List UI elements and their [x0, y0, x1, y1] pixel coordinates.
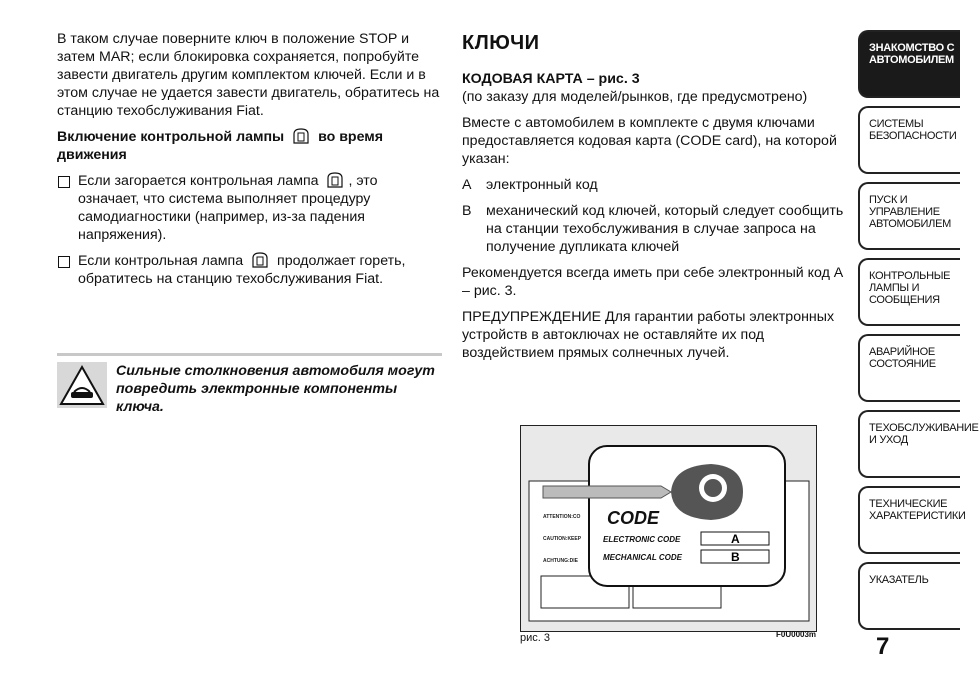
tab-index[interactable]: УКАЗАТЕЛЬ	[858, 562, 960, 630]
list-item	[462, 202, 847, 256]
bullet-item	[57, 252, 442, 288]
figure-code: F0U0003m	[776, 630, 817, 639]
electronic-code-label: ELECTRONIC CODE	[603, 535, 681, 544]
checkbox-bullet-icon	[58, 256, 70, 268]
section-subtitle: КОДОВАЯ КАРТА – рис. 3	[462, 71, 640, 87]
bullet-item	[57, 172, 442, 244]
key-lamp-icon	[249, 252, 271, 268]
warning-icon	[57, 362, 107, 408]
bullet-text-b: продолжает гореть, обратитесь на станцию техобслуживания Fiat.	[78, 253, 406, 287]
note-text: ATTENTION:CO	[543, 514, 581, 520]
list-item-key: A	[462, 177, 472, 193]
bullet-text-b: , это означает, что система выполняет процедуру самодиагностики (например, из-за падения напряжения).	[78, 173, 378, 243]
tab-introduction[interactable]: ЗНАКОМСТВО С АВТОМОБИЛЕМ	[858, 30, 960, 98]
key-lamp-icon	[290, 128, 312, 144]
left-column	[57, 30, 442, 296]
right-column	[462, 30, 847, 370]
warning-text: Сильные столкновения автомобиля могут повредить электронные компоненты ключа.	[116, 363, 435, 415]
subtitle-note: (по заказу для моделей/рынков, где предусмотрено)	[462, 89, 808, 105]
code-b-letter: B	[731, 550, 740, 564]
heading-part-a: Включение контрольной лампы	[57, 129, 285, 145]
tab-safety[interactable]: СИСТЕМЫ БЕЗОПАСНОСТИ	[858, 106, 960, 174]
bullet-text-a: Если загорается контрольная лампа	[78, 173, 319, 189]
tab-starting-driving[interactable]: ПУСК И УПРАВЛЕНИЕ АВТОМОБИЛЕМ	[858, 182, 960, 250]
tab-maintenance[interactable]: ТЕХОБСЛУЖИВАНИЕ И УХОД	[858, 410, 960, 478]
recommendation-paragraph: Рекомендуется всегда иметь при себе электронный код A – рис. 3.	[462, 265, 843, 299]
figure-caption: рис. 3	[520, 632, 550, 644]
heading-part-b: во время движения	[57, 129, 384, 163]
tab-technical-specs[interactable]: ТЕХНИЧЕСКИЕ ХАРАКТЕРИСТИКИ	[858, 486, 960, 554]
intro-paragraph: В таком случае поверните ключ в положение STOP и затем MAR; если блокировка сохраняется, попробуйте завести двигатель другим комплектом ключей. Если и в этом случае не удается завести двигатель, обратитесь на станцию техобслуживания Fiat.	[57, 31, 440, 119]
card-title: CODE	[607, 508, 660, 528]
warning-divider	[57, 353, 442, 356]
tab-emergency[interactable]: АВАРИЙНОЕ СОСТОЯНИЕ	[858, 334, 960, 402]
tab-warning-lights[interactable]: КОНТРОЛЬНЫЕ ЛАМПЫ И СООБЩЕНИЯ	[858, 258, 960, 326]
note-text: CAUTION:KEEP	[543, 536, 582, 542]
checkbox-bullet-icon	[58, 176, 70, 188]
list-item	[462, 176, 847, 194]
bullet-text-a: Если контрольная лампа	[78, 253, 244, 269]
list-item-value: механический код ключей, который следует сообщить на станции техобслуживания в случае запроса на получение дупликата ключей	[486, 203, 844, 255]
section-heading	[57, 128, 442, 164]
warning-paragraph: ПРЕДУПРЕЖДЕНИЕ Для гарантии работы электронных устройств в автоключах не оставляйте их под воздействием прямых солнечных лучей.	[462, 309, 835, 361]
code-card-illustration	[521, 426, 816, 631]
mechanical-code-label: MECHANICAL CODE	[603, 553, 682, 562]
key-lamp-icon	[324, 172, 346, 188]
intro-paragraph: Вместе с автомобилем в комплекте с двумя ключами предоставляется кодовая карта (CODE card), на которой указан:	[462, 115, 837, 167]
code-card-figure	[520, 425, 817, 632]
page-title: КЛЮЧИ	[462, 32, 540, 54]
code-a-letter: A	[731, 532, 740, 546]
list-item-value: электронный код	[486, 177, 598, 193]
page-number: 7	[876, 633, 890, 660]
note-text: ACHTUNG:DIE	[543, 558, 578, 564]
list-item-key: B	[462, 203, 472, 219]
